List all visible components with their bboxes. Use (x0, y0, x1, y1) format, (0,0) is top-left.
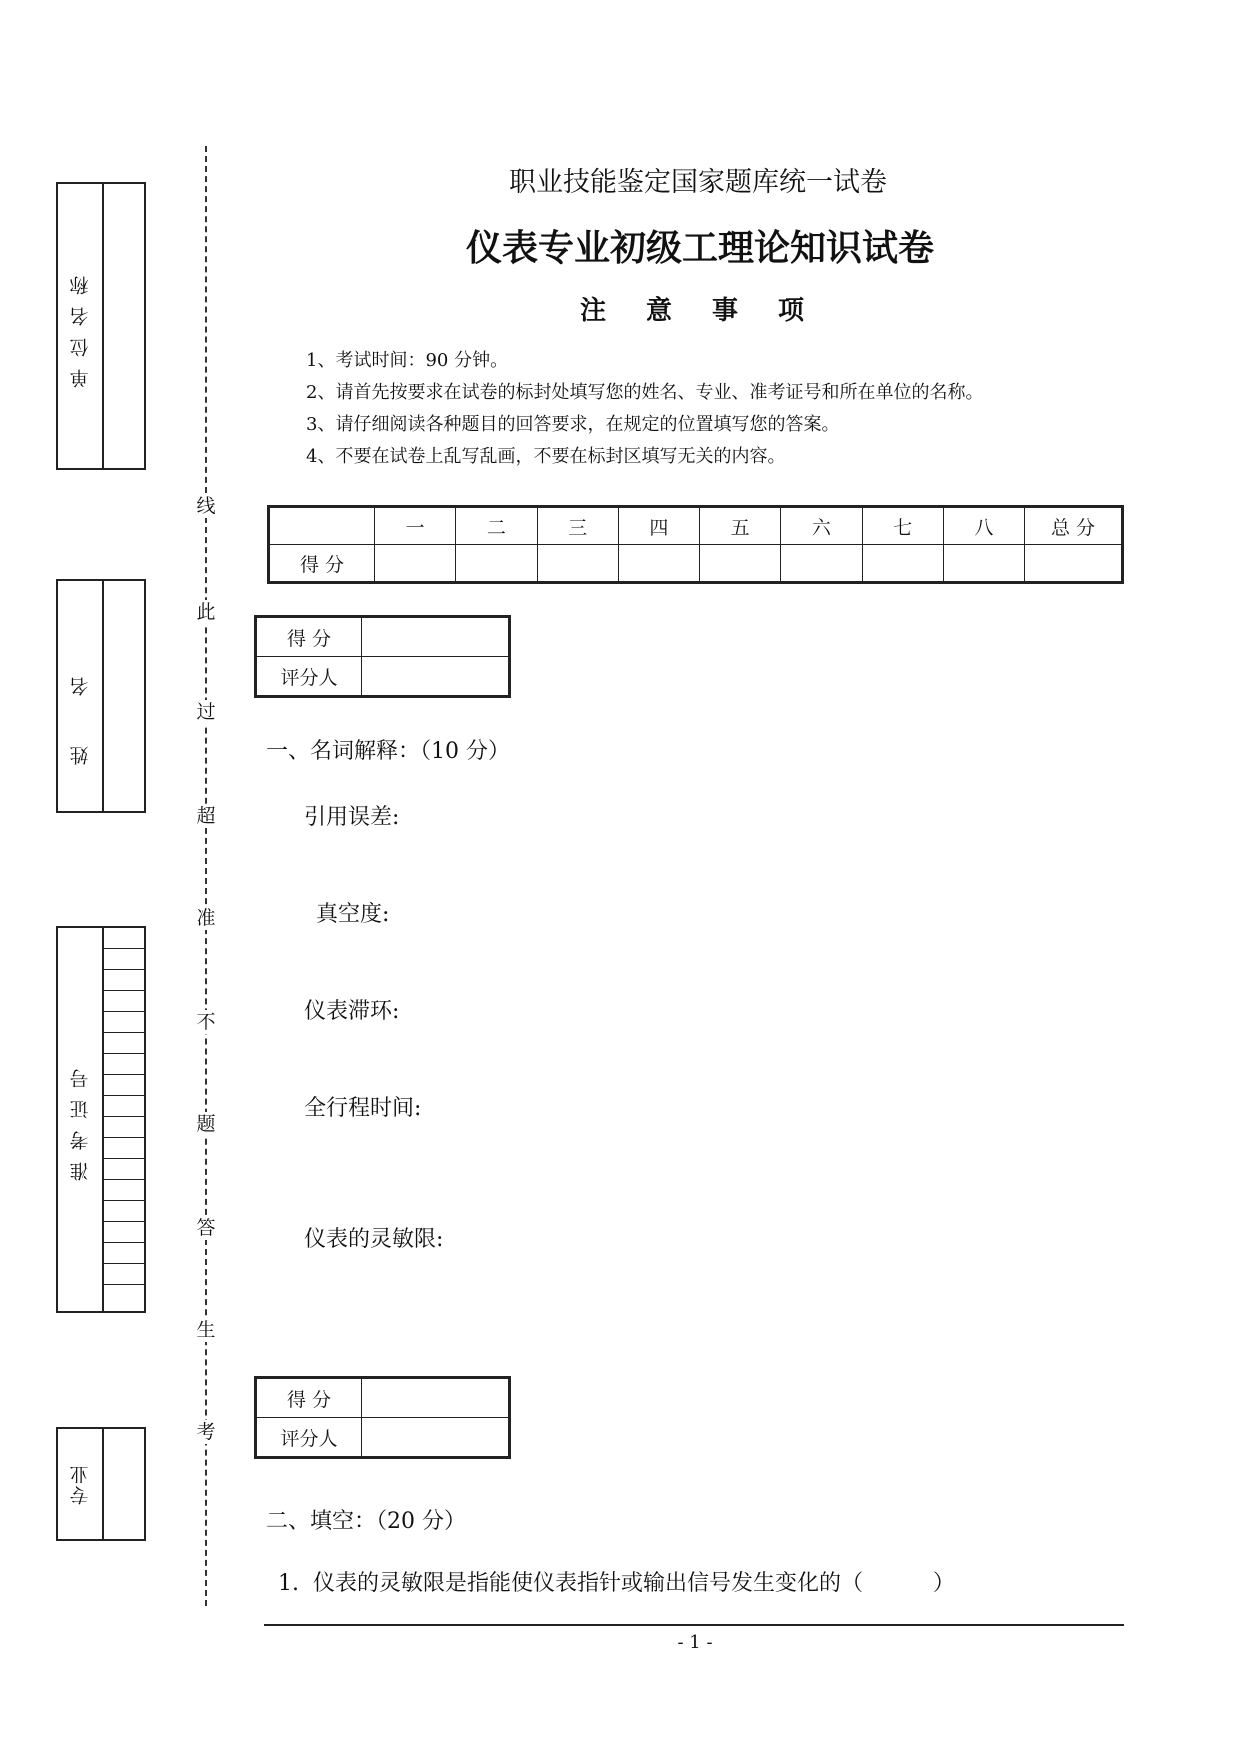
note-4: 4、不要在试卷上乱写乱画，不要在标封区填写无关的内容。 (306, 446, 786, 467)
score-cell[interactable] (781, 545, 862, 583)
grader-name-label: 评分人 (256, 657, 362, 697)
score-col-header: 三 (537, 507, 618, 545)
cut-line-char: 准 (194, 906, 218, 930)
note-3: 3、请仔细阅读各种题目的回答要求，在规定的位置填写您的答案。 (306, 414, 840, 435)
unit-name-box[interactable] (56, 182, 146, 470)
grader-name-cell[interactable] (362, 657, 510, 697)
unit-name-label: 单位名称 (69, 264, 92, 388)
grader-score-label: 得 分 (256, 617, 362, 657)
exam-id-label: 准考证号 (69, 1057, 92, 1182)
score-row-label: 得 分 (269, 545, 375, 583)
term-item: 全行程时间: (304, 1096, 422, 1121)
score-cell[interactable] (618, 545, 699, 583)
score-cell[interactable] (456, 545, 537, 583)
section-2-title: 二、填空：（20 分） (266, 1509, 466, 1534)
cut-line-char: 此 (194, 600, 218, 624)
fill-question-1: 1. 仪表的灵敏限是指能使仪表指针或输出信号发生变化的（ ） (278, 1571, 955, 1596)
cut-line-char: 生 (194, 1318, 218, 1342)
grader-box-1 (254, 615, 511, 698)
name-box[interactable] (56, 579, 146, 813)
major-box[interactable] (56, 1427, 146, 1541)
major-label: 专业 (69, 1463, 92, 1505)
score-table (267, 505, 1124, 584)
score-cell[interactable] (537, 545, 618, 583)
score-cell[interactable] (862, 545, 943, 583)
score-col-header: 总 分 (1025, 507, 1123, 545)
score-col-header: 四 (618, 507, 699, 545)
notes-heading: 注意事项 (580, 296, 845, 326)
page-number: - 1 - (677, 1632, 713, 1653)
grader-score-cell[interactable] (362, 617, 510, 657)
term-item: 引用误差: (304, 805, 400, 830)
cut-line-char: 考 (194, 1420, 218, 1444)
score-col-header: 五 (700, 507, 781, 545)
score-cell[interactable] (1025, 545, 1123, 583)
name-label: 姓名 (69, 627, 92, 765)
score-col-header: 六 (781, 507, 862, 545)
term-item: 仪表滞环: (304, 999, 400, 1024)
grader-name-cell[interactable] (362, 1418, 510, 1458)
grader-score-cell[interactable] (362, 1378, 510, 1418)
exam-subtitle: 职业技能鉴定国家题库统一试卷 (509, 167, 887, 198)
grader-box-2 (254, 1376, 511, 1459)
cut-line (205, 146, 207, 1606)
score-col-header: 八 (943, 507, 1024, 545)
cut-line-char: 过 (194, 700, 218, 724)
score-col-header: 七 (862, 507, 943, 545)
term-item: 仪表的灵敏限: (304, 1227, 444, 1252)
note-2: 2、请首先按要求在试卷的标封处填写您的姓名、专业、准考证号和所在单位的名称。 (306, 382, 984, 403)
score-cell[interactable] (375, 545, 456, 583)
footer-rule (264, 1624, 1124, 1626)
note-1: 1、考试时间：90 分钟。 (306, 350, 509, 371)
score-cell[interactable] (700, 545, 781, 583)
score-col-header: 二 (456, 507, 537, 545)
section-1-title: 一、名词解释：（10 分） (266, 739, 510, 764)
score-cell[interactable] (943, 545, 1024, 583)
cut-line-char: 题 (194, 1112, 218, 1136)
score-col-header: 一 (375, 507, 456, 545)
cut-line-char: 超 (194, 804, 218, 828)
cut-line-char: 答 (194, 1216, 218, 1240)
grader-name-label: 评分人 (256, 1418, 362, 1458)
cut-line-char: 线 (194, 494, 218, 518)
term-item: 真空度: (316, 902, 390, 927)
exam-title: 仪表专业初级工理论知识试卷 (465, 227, 934, 269)
exam-id-grid (104, 928, 144, 1311)
exam-id-box[interactable] (56, 926, 146, 1313)
grader-score-label: 得 分 (256, 1378, 362, 1418)
cut-line-char: 不 (194, 1010, 218, 1034)
